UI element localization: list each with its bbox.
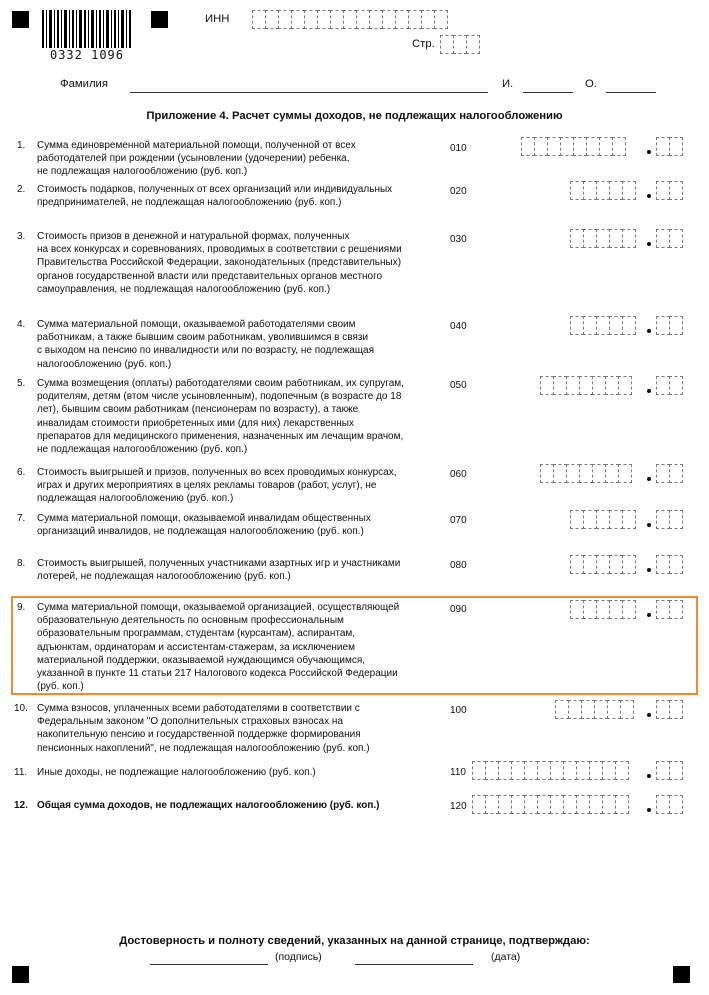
line-code: 070 <box>450 515 467 526</box>
decimal-point <box>647 808 651 812</box>
amount-kopecks-field[interactable] <box>656 316 682 335</box>
initial-i-label: И. <box>502 78 514 90</box>
amount-kopecks-field[interactable] <box>656 229 682 248</box>
amount-rubles-field[interactable] <box>555 700 633 719</box>
line-code: 110 <box>450 767 466 778</box>
corner-marker-bottom-right <box>673 966 690 983</box>
initial-i-field[interactable] <box>523 91 573 93</box>
amount-rubles-field[interactable] <box>540 376 631 395</box>
line-code: 020 <box>450 186 467 197</box>
decimal-point <box>647 242 651 246</box>
line-description: Стоимость выигрышей и призов, полученных во всех проводимых конкурсах, играх и других мероприятиях в целях рекламы товаров (работ, услуг), не подлежащая налогообложению (руб. коп.) <box>37 467 397 505</box>
line-description: Стоимость выигрышей, полученных участниками азартных игр и участниками лотерей, не подлежащая налогообложению (руб. коп.) <box>37 558 401 583</box>
amount-rubles-field[interactable] <box>521 137 625 156</box>
page-label: Стр. <box>412 38 435 50</box>
amount-kopecks-field[interactable] <box>656 376 682 395</box>
line-code: 090 <box>450 604 467 615</box>
amount-kopecks-field[interactable] <box>656 700 682 719</box>
amount-kopecks-field[interactable] <box>656 795 682 814</box>
line-code: 030 <box>450 234 467 245</box>
surname-field[interactable] <box>130 91 488 93</box>
line-description: Общая сумма доходов, не подлежащих налогообложению (руб. коп.) <box>37 800 380 811</box>
line-code: 050 <box>450 380 467 391</box>
line-number: 1. <box>17 140 26 151</box>
line-code: 010 <box>450 143 467 154</box>
amount-kopecks-field[interactable] <box>656 181 682 200</box>
amount-kopecks-field[interactable] <box>656 761 682 780</box>
line-number: 10. <box>14 703 28 714</box>
line-description: Сумма материальной помощи, оказываемой работодателями своим работникам, а также бывшим своим работникам, уволившимся в связи с выходом на пенсию по инвалидности или по возрасту, не подлежащая налогообложению (руб. коп.) <box>37 319 375 370</box>
surname-label: Фамилия <box>60 78 108 90</box>
line-code: 120 <box>450 801 467 812</box>
decimal-point <box>647 150 651 154</box>
date-field[interactable] <box>355 963 473 965</box>
line-description: Сумма единовременной материальной помощи, полученной от всех работодателей при рождении (усыновлении (удочерении) ребенка, не подлежащая налогообложению (руб. коп.) <box>37 140 356 178</box>
amount-rubles-field[interactable] <box>570 181 635 200</box>
corner-marker-top-right <box>151 11 168 28</box>
line-number: 5. <box>17 378 26 389</box>
line-code: 100 <box>450 705 467 716</box>
decimal-point <box>647 477 651 481</box>
line-number: 6. <box>17 467 26 478</box>
signature-field[interactable] <box>150 963 268 965</box>
line-description: Сумма материальной помощи, оказываемой организацией, осуществляющей образовательную деятельность по основным профессиональным образовательным программам, студентам (курсантам), аспирантам, адъюнктам, ординаторам и ассистентам-стажерам, за исключением материальной поддержки, оказываемой нуждающимся обучающимся, указанной в пункте 11 статьи 217 Налогового кодекса Российской Федерации (руб. коп.) <box>37 602 400 693</box>
amount-rubles-field[interactable] <box>540 464 631 483</box>
inn-label: ИНН <box>205 13 230 25</box>
line-number: 12. <box>14 800 28 811</box>
amount-rubles-field[interactable] <box>570 316 635 335</box>
barcode-number: 0332 1096 <box>42 48 132 62</box>
date-label: (дата) <box>491 951 521 963</box>
amount-kopecks-field[interactable] <box>656 510 682 529</box>
confirmation-text: Достоверность и полноту сведений, указанных на данной странице, подтверждаю: <box>119 935 590 947</box>
line-code: 060 <box>450 469 467 480</box>
amount-kopecks-field[interactable] <box>656 555 682 574</box>
line-description: Сумма возмещения (оплаты) работодателями своим работникам, их супругам, родителям, детям (втом числе усыновленным), подопечным (в возрасте до 18 лет), бывшим своим работникам (пенсионерам по возрасту), а также инвалидам стоимости приобретенных ими (для них) лекарственных препаратов для медицинского применения, назначенных им лечащим врачом, не подлежащая налогообложению (руб. коп.) <box>37 378 404 456</box>
line-description: Сумма материальной помощи, оказываемой инвалидам общественных организаций инвалидов, не подлежащая налогообложению (руб. коп.) <box>37 513 371 538</box>
line-number: 2. <box>17 184 26 195</box>
decimal-point <box>647 329 651 333</box>
decimal-point <box>647 774 651 778</box>
page-number-field[interactable] <box>440 35 479 54</box>
decimal-point <box>647 523 651 527</box>
amount-rubles-field[interactable] <box>570 510 635 529</box>
decimal-point <box>647 389 651 393</box>
amount-kopecks-field[interactable] <box>656 464 682 483</box>
amount-kopecks-field[interactable] <box>656 137 682 156</box>
amount-rubles-field[interactable] <box>570 229 635 248</box>
line-description: Стоимость подарков, полученных от всех организаций или индивидуальных предпринимателей, не подлежащая налогообложению (руб. коп.) <box>37 184 393 209</box>
amount-rubles-field[interactable] <box>570 600 635 619</box>
line-code: 080 <box>450 560 467 571</box>
line-number: 3. <box>17 231 26 242</box>
line-number: 8. <box>17 558 26 569</box>
decimal-point <box>647 613 651 617</box>
barcode-icon <box>42 10 132 48</box>
line-description: Иные доходы, не подлежащие налогообложению (руб. коп.) <box>37 767 316 778</box>
amount-rubles-field[interactable] <box>472 761 628 780</box>
line-number: 11. <box>14 767 28 778</box>
line-number: 4. <box>17 319 26 330</box>
decimal-point <box>647 713 651 717</box>
corner-marker-top-left <box>12 11 29 28</box>
amount-rubles-field[interactable] <box>570 555 635 574</box>
line-description: Стоимость призов в денежной и натуральной формах, полученных на всех конкурсах и соревнованиях, проводимых в соответствии с решениями Правительства Российской Федерации, законодательных (представительных) органов государственной власти или представительных органов местного самоуправления, не подлежащая налогообложению (руб. коп.) <box>37 231 402 295</box>
initial-o-label: О. <box>585 78 597 90</box>
inn-field[interactable] <box>252 10 447 29</box>
page-title: Приложение 4. Расчет суммы доходов, не подлежащих налогообложению <box>146 110 563 122</box>
line-code: 040 <box>450 321 467 332</box>
amount-kopecks-field[interactable] <box>656 600 682 619</box>
line-number: 9. <box>17 602 26 613</box>
corner-marker-bottom-left <box>12 966 29 983</box>
decimal-point <box>647 568 651 572</box>
decimal-point <box>647 194 651 198</box>
signature-label: (подпись) <box>275 951 322 963</box>
initial-o-field[interactable] <box>606 91 656 93</box>
amount-rubles-field[interactable] <box>472 795 628 814</box>
line-number: 7. <box>17 513 26 524</box>
line-description: Сумма взносов, уплаченных всеми работодателями в соответствии с Федеральным законом "О дополнительных страховых взносах на накопительную пенсию и государственной поддержке формирования пенсионных накоплений", не подлежащая налогообложению (руб. коп.) <box>37 703 370 754</box>
